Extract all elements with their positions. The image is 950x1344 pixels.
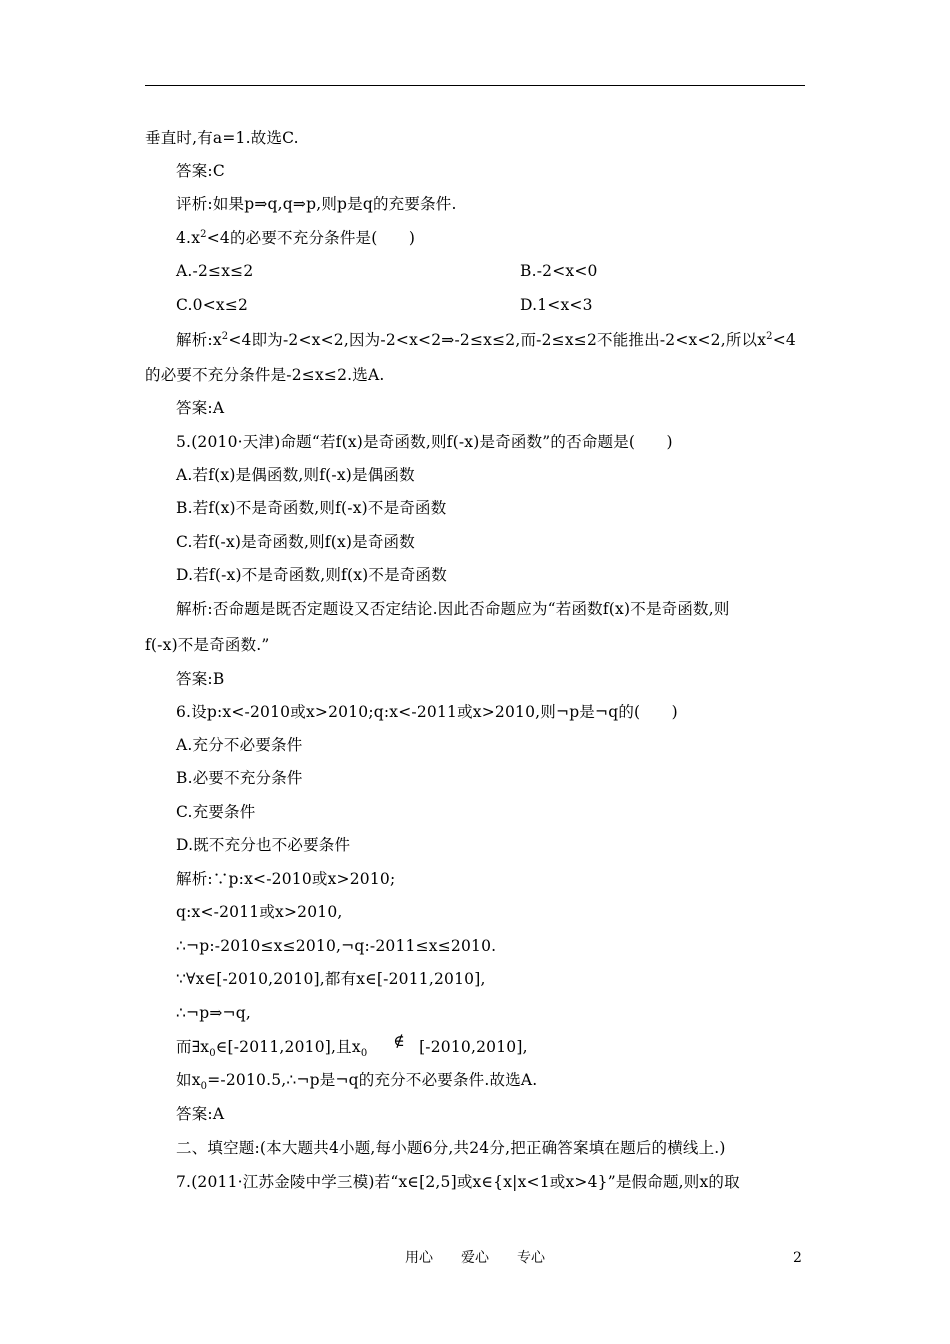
question-4 bbox=[176, 228, 415, 248]
q6-option-b: B.必要不充分条件 bbox=[176, 769, 303, 787]
q6-option-d: D.既不充分也不必要条件 bbox=[176, 836, 351, 854]
q5-explanation-2: f(-x)不是奇函数.” bbox=[145, 636, 270, 654]
q6-answer: 答案:A bbox=[176, 1105, 225, 1123]
footer-slogan bbox=[0, 1249, 950, 1267]
q6-exp6-post: [-2010,2010], bbox=[419, 1038, 528, 1056]
q4-text-pre: 4.x bbox=[176, 229, 201, 247]
q4-option-a: A.-2≤x≤2 bbox=[176, 262, 254, 280]
question-6: 6.设p:x<-2010或x>2010;q:x<-2011或x>2010,则¬p是¬q的( ) bbox=[176, 703, 678, 721]
q5-answer: 答案:B bbox=[176, 670, 225, 688]
footer-word-1: 用心 bbox=[405, 1250, 433, 1266]
text-line: 垂直时,有a=1.故选C. bbox=[145, 129, 299, 147]
q4-exp-sup2: 2 bbox=[766, 330, 773, 342]
q6-explanation-2: q:x<-2011或x>2010, bbox=[176, 903, 343, 921]
q4-exp-post: <4 bbox=[772, 331, 796, 349]
q6-option-a: A.充分不必要条件 bbox=[176, 736, 303, 754]
q6-exp6-mid: ∈[-2011,2010],且x bbox=[215, 1038, 361, 1056]
q6-explanation-7 bbox=[176, 1070, 538, 1093]
q5-option-b: B.若f(x)不是奇函数,则f(-x)不是奇函数 bbox=[176, 499, 447, 517]
page-number: 2 bbox=[793, 1250, 802, 1266]
q5-option-d: D.若f(-x)不是奇函数,则f(x)不是奇函数 bbox=[176, 566, 447, 584]
q4-option-row-2 bbox=[176, 295, 593, 315]
section-heading: 二、填空题:(本大题共4小题,每小题6分,共24分,把正确答案填在题后的横线上.) bbox=[176, 1139, 726, 1157]
q4-exp-pre: 解析:x bbox=[176, 331, 222, 349]
footer-word-3: 专心 bbox=[517, 1250, 545, 1266]
q6-explanation-6 bbox=[176, 1032, 528, 1060]
q6-explanation-3: ∴¬p:-2010≤x≤2010,¬q:-2011≤x≤2010. bbox=[176, 937, 497, 955]
question-7: 7.(2011·江苏金陵中学三模)若“x∈[2,5]或x∈{x|x<1或x>4}”是假命题,则x的取 bbox=[176, 1173, 740, 1191]
q4-answer: 答案:A bbox=[176, 399, 225, 417]
q4-exp-mid: <4即为-2<x<2,因为-2<x<2⇒-2≤x≤2,而-2≤x≤2不能推出-2<x<2,所以x bbox=[228, 331, 767, 349]
q4-option-d: D.1<x<3 bbox=[520, 296, 593, 314]
q5-option-a: A.若f(x)是偶函数,则f(-x)是偶函数 bbox=[176, 466, 415, 484]
q4-text-post: <4的必要不充分条件是( ) bbox=[206, 229, 416, 247]
q6-explanation-5: ∴¬p⇒¬q, bbox=[176, 1004, 251, 1022]
q6-exp7-sub: 0 bbox=[200, 1081, 208, 1093]
q4-option-c: C.0<x≤2 bbox=[176, 296, 249, 314]
q4-exp-sup: 2 bbox=[221, 330, 229, 342]
q4-explanation-2: 的必要不充分条件是-2≤x≤2.选A. bbox=[145, 366, 385, 384]
q6-explanation-1: 解析:∵p:x<-2010或x>2010; bbox=[176, 870, 396, 888]
q4-option-b: B.-2<x<0 bbox=[520, 262, 598, 280]
not-element-symbol: ∉ bbox=[393, 1032, 406, 1050]
q6-exp7-pre: 如x bbox=[176, 1071, 201, 1089]
q6-exp7-post: =-2010.5,∴¬p是¬q的充分不必要条件.故选A. bbox=[207, 1071, 538, 1089]
q6-exp6-sub: 0 bbox=[209, 1048, 216, 1060]
q6-exp6-pre: 而∃x bbox=[176, 1038, 210, 1056]
q5-explanation-1: 解析:否命题是既否定题设又否定结论.因此否命题应为“若函数f(x)不是奇函数,则 bbox=[176, 600, 730, 618]
q6-exp6-sub2: 0 bbox=[360, 1048, 368, 1060]
q5-option-c: C.若f(-x)是奇函数,则f(x)是奇函数 bbox=[176, 533, 415, 551]
q6-explanation-4: ∵∀x∈[-2010,2010],都有x∈[-2011,2010], bbox=[176, 970, 486, 988]
q4-option-row-1 bbox=[176, 261, 598, 281]
q4-explanation-1 bbox=[176, 330, 796, 350]
q4-sup: 2 bbox=[200, 228, 207, 240]
q6-option-c: C.充要条件 bbox=[176, 803, 256, 821]
question-5: 5.(2010·天津)命题“若f(x)是奇函数,则f(-x)是奇函数”的否命题是( ) bbox=[176, 433, 673, 451]
answer-line: 答案:C bbox=[176, 162, 225, 180]
footer-word-2: 爱心 bbox=[461, 1250, 489, 1266]
comment-line: 评析:如果p⇒q,q⇒p,则p是q的充要条件. bbox=[176, 195, 457, 213]
